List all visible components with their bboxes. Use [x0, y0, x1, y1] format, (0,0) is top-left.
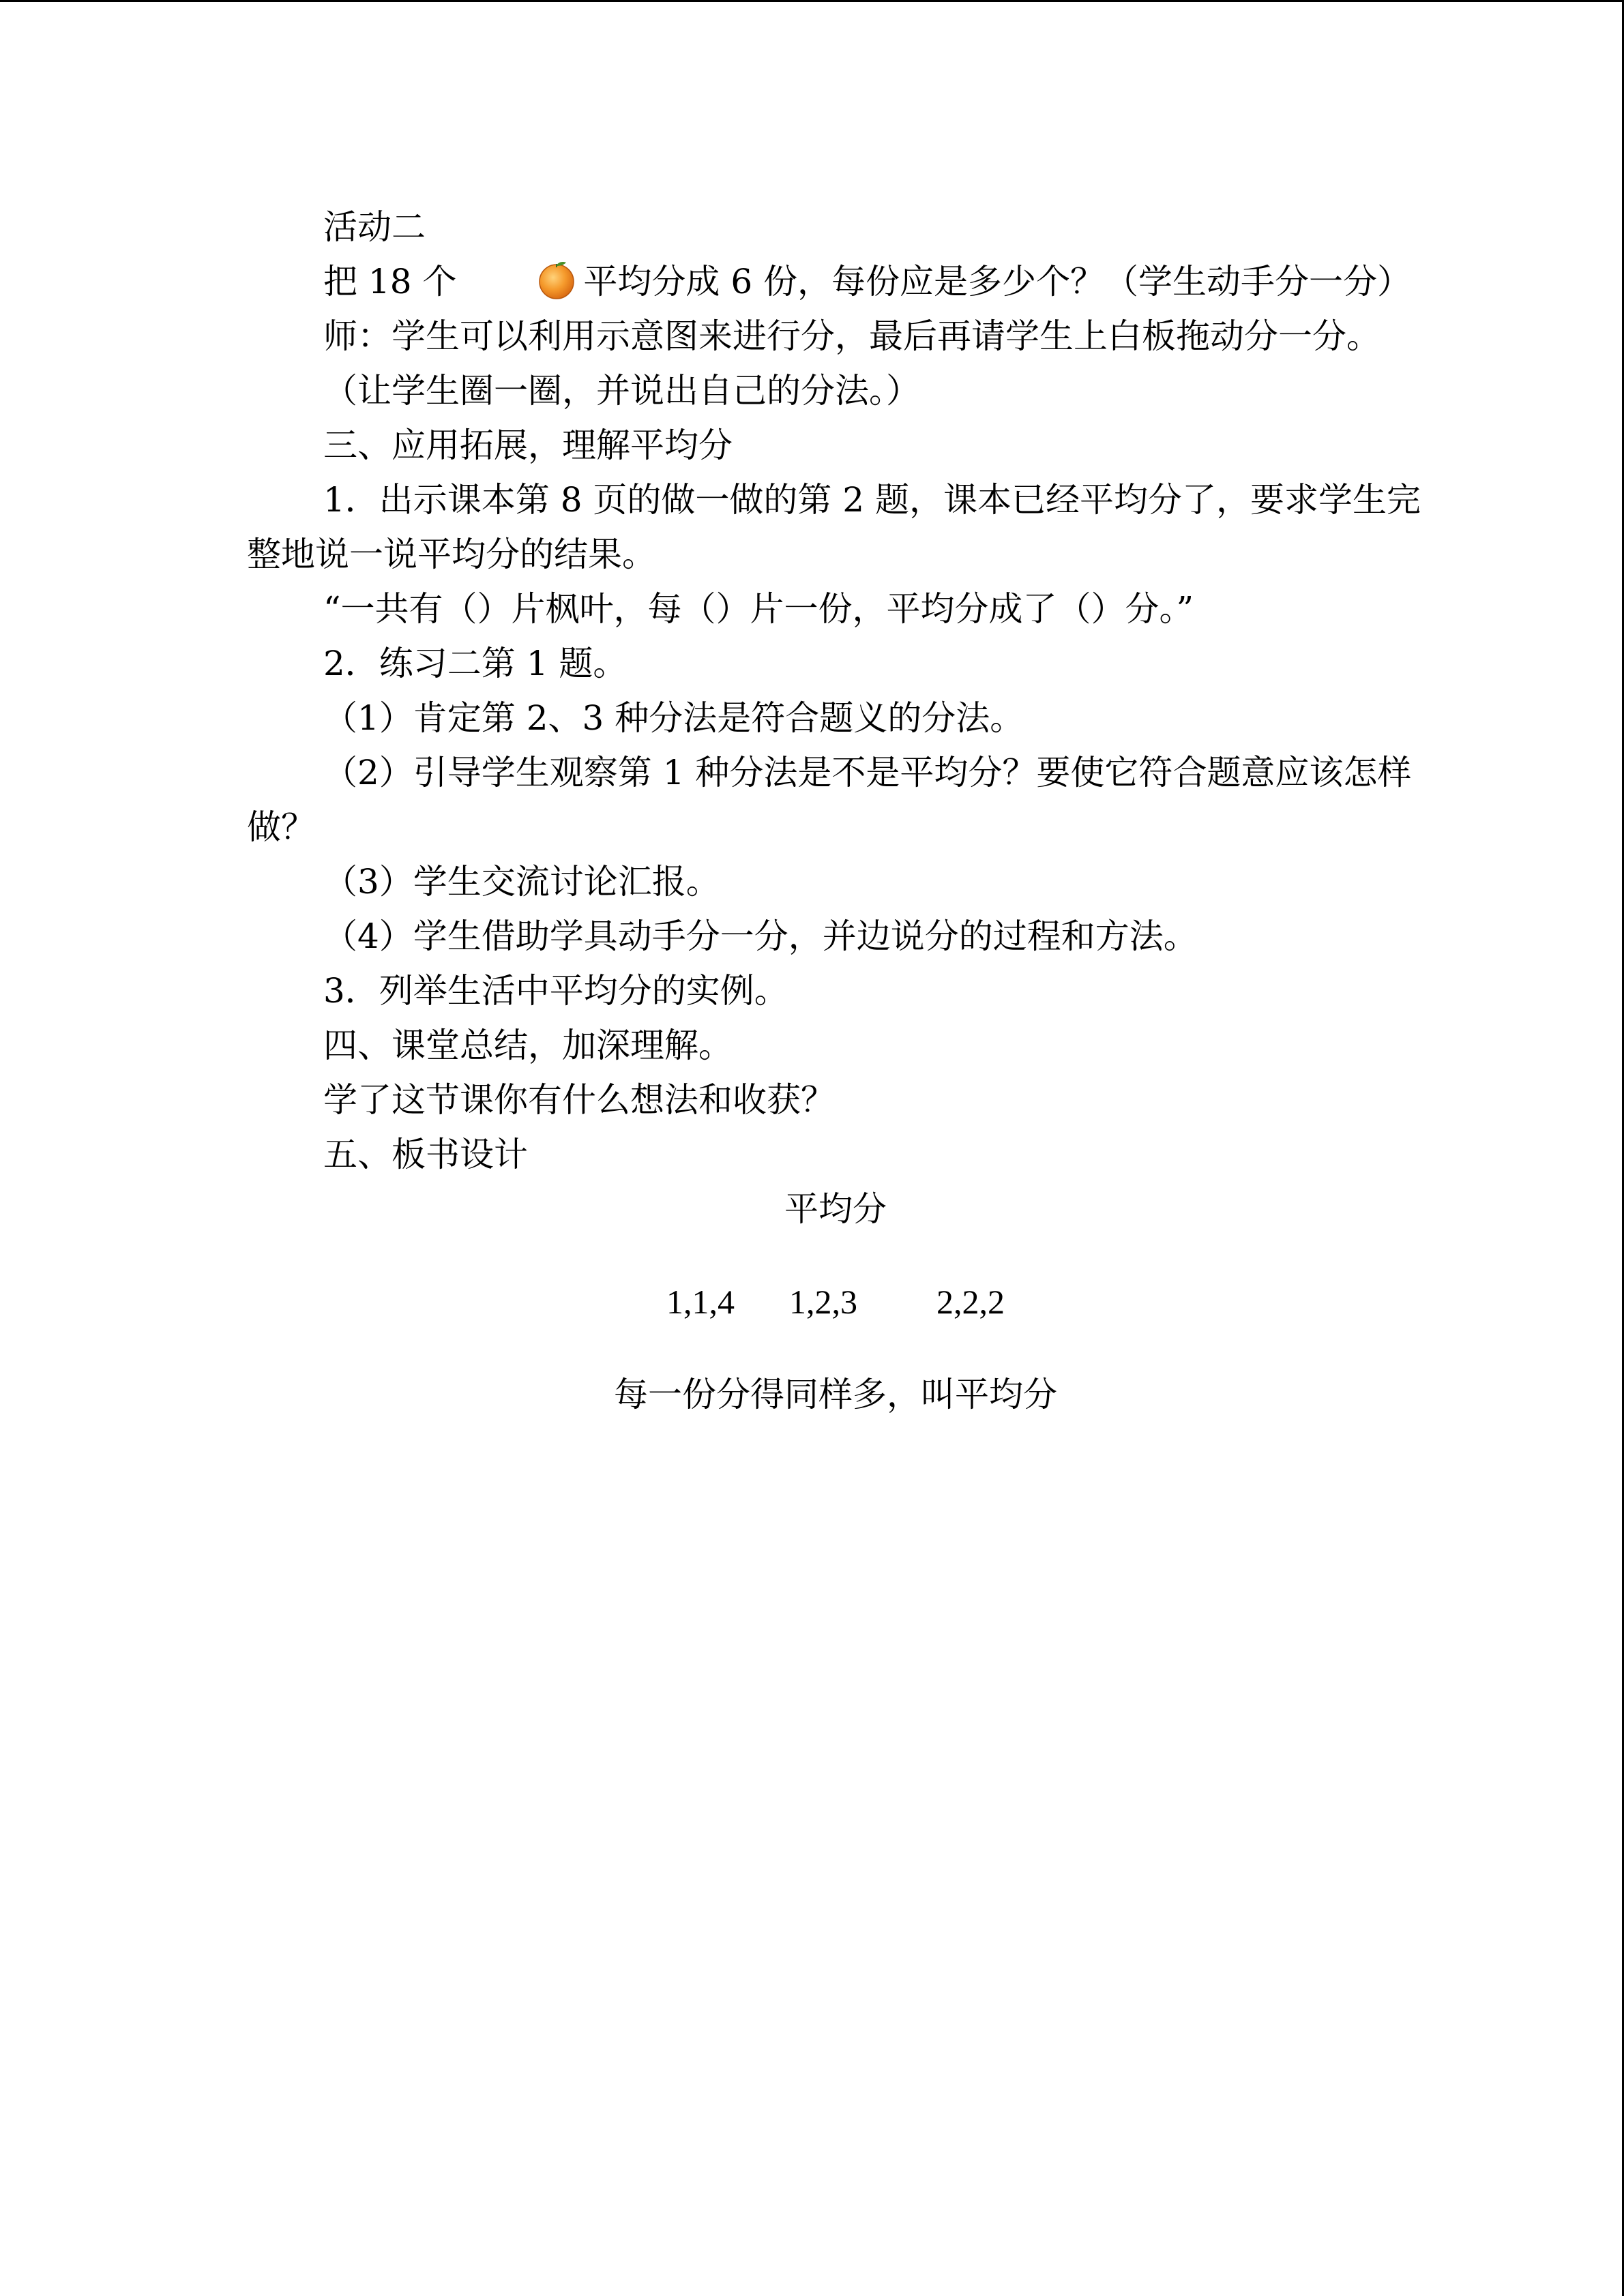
- section4-title: 四、课堂总结，加深理解。: [323, 1026, 733, 1065]
- item1: 1．出示课本第 8 页的做一做的第 2 题，课本已经平均分了，要求学生完整地说一说平均分的结果。: [247, 480, 1421, 574]
- board-groups: [247, 1274, 1424, 1329]
- circle-note: （让学生圈一圈，并说出自己的分法。）: [323, 371, 920, 411]
- task-paragraph: [247, 254, 1424, 309]
- item2-1: （1）肯定第 2、3 种分法是符合题义的分法。: [323, 698, 1024, 738]
- page-top-border: [0, 0, 1624, 2]
- section5-title: 五、板书设计: [323, 1135, 528, 1174]
- teacher-note: 师：学生可以利用示意图来进行分，最后再请学生上白板拖动分一分。: [323, 316, 1381, 356]
- board-title: 平均分: [784, 1189, 887, 1229]
- item2-2: （2）引导学生观察第 1 种分法是不是平均分？要使它符合题意应该怎样做？: [247, 753, 1412, 847]
- item2-4: （4）学生借助学具动手分一分，并边说分的过程和方法。: [323, 916, 1198, 956]
- board-summary: 每一份分得同样多，叫平均分: [614, 1375, 1057, 1414]
- item2: 2．练习二第 1 题。: [323, 644, 628, 683]
- section4-question: 学了这节课你有什么想法和收获？: [323, 1080, 835, 1120]
- item2-3: （3）学生交流讨论汇报。: [323, 862, 720, 901]
- item1-quote: “一共有（）片枫叶，每（）片一份，平均分成了（）分。”: [323, 589, 1194, 629]
- board-group-3: 2,2,2: [936, 1283, 1005, 1321]
- board-group-1: 1,1,4: [666, 1283, 735, 1321]
- task-text-after: 平均分成 6 份，每份应是多少个？（学生动手分一分）: [583, 262, 1412, 301]
- document-body: [247, 200, 1424, 1422]
- board-group-2: 1,2,3: [789, 1283, 857, 1321]
- section3-title: 三、应用拓展，理解平均分: [323, 426, 733, 465]
- orange-icon: [459, 258, 501, 300]
- item3: 3．列举生活中平均分的实例。: [323, 971, 788, 1011]
- task-text-before: 把 18 个: [323, 262, 457, 301]
- activity-title: 活动二: [323, 207, 426, 247]
